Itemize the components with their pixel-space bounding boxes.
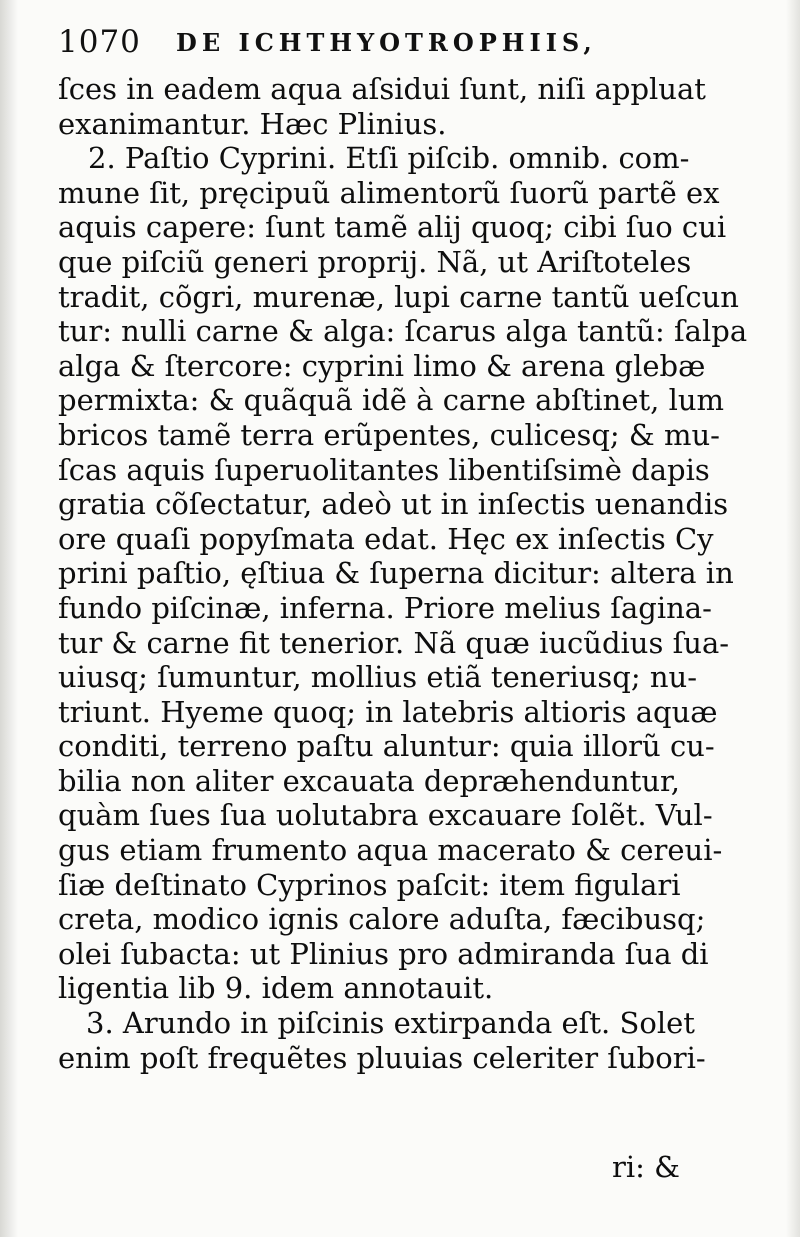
- text-line: fundo piſcinæ, inferna. Priore melius ſagina-: [58, 590, 712, 625]
- text-line: tur & carne fit tenerior. Nã quæ iucũdius ſua-: [58, 625, 730, 660]
- catchword: ri: &: [612, 1150, 680, 1184]
- text-line: alga & ſtercore: cyprini limo & arena glebæ: [58, 348, 706, 383]
- text-line: 3. Arundo in piſcinis extirpanda eſt. Solet: [86, 1006, 695, 1041]
- text-line: permixta: & quãquã idẽ à carne abſtinet, lum: [58, 383, 725, 418]
- text-line: ore quaſi popyſmata edat. Hęc ex inſectis Cy: [58, 521, 714, 556]
- text-line: uiusq; ſumuntur, mollius etiã teneriusq; nu-: [58, 660, 697, 695]
- body-text: [58, 72, 748, 1075]
- text-line: ſcas aquis ſuperuolitantes libentiſsimè dapis: [58, 452, 710, 487]
- text-line: gratia cõſectatur, adeò ut in inſectis uenandis: [58, 487, 729, 522]
- text-line: olei ſubacta: ut Plinius pro admiranda ſua di: [58, 936, 709, 971]
- text-line: exanimantur. Hæc Plinius.: [58, 106, 447, 141]
- running-head: DE ICHTHYOTROPHIIS,: [176, 28, 597, 57]
- text-line: prini paſtio, ęſtiua & ſuperna dicitur: altera in: [58, 556, 734, 591]
- gutter-shadow: [0, 0, 18, 1237]
- text-line: tur: nulli carne & alga: ſcarus alga tantũ: ſalpa: [58, 314, 748, 349]
- text-line: aquis capere: ſunt tamẽ alij quoq; cibi ſuo cui: [58, 210, 727, 245]
- text-line: tradit, cõgri, murenæ, lupi carne tantũ ueſcun: [58, 279, 739, 314]
- text-line: ſces in eadem aqua aſsidui ſunt, niſi appluat: [58, 72, 706, 106]
- text-line: 2. Paſtio Cyprini. Etſi piſcib. omnib. com-: [88, 141, 690, 176]
- text-line: triunt. Hyeme quoq; in latebris altioris aquæ: [58, 694, 718, 729]
- text-line: conditi, terreno paſtu aluntur: quia illorũ cu-: [58, 729, 715, 764]
- text-line: gus etiam frumento aqua macerato & cereui-: [58, 833, 723, 868]
- page-header: [58, 18, 618, 66]
- edge-shadow: [786, 0, 800, 1237]
- text-line: quàm ſues ſua uolutabra excauare ſolẽt. Vul-: [58, 798, 713, 833]
- text-line: ligentia lib 9. idem annotauit.: [58, 971, 494, 1006]
- text-line: que piſciũ generi proprij. Nã, ut Ariſtoteles: [58, 244, 692, 279]
- text-line: mune ſit, pręcipuũ alimentorũ ſuorũ partẽ ex: [58, 175, 720, 210]
- text-line: enim poſt frequẽtes pluuias celeriter ſubori-: [58, 1040, 706, 1075]
- text-line: bricos tamẽ terra erũpentes, culicesq; & mu-: [58, 417, 720, 452]
- page-number: 1070: [58, 24, 141, 60]
- text-line: bilia non aliter excauata depræhenduntur,: [58, 763, 680, 798]
- text-line: ſiæ deſtinato Cyprinos paſcit: item figulari: [58, 867, 681, 902]
- text-line: creta, modico ignis calore aduſta, fæcibusq;: [58, 902, 706, 937]
